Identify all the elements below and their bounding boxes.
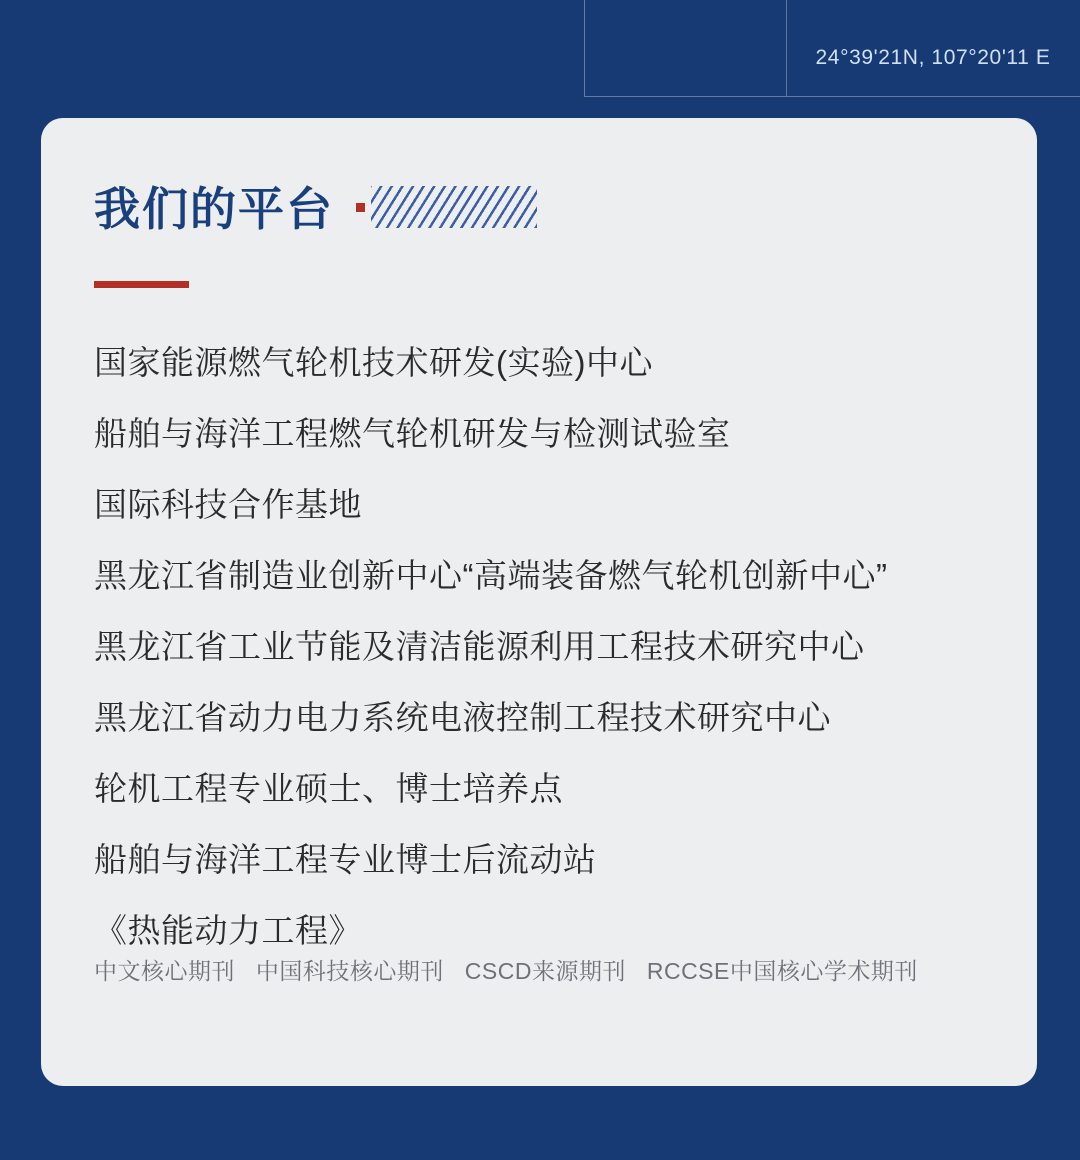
page-title: 我们的平台	[94, 183, 334, 235]
list-item: 船舶与海洋工程燃气轮机研发与检测试验室	[94, 415, 731, 452]
coordinates-text: 24°39'21N, 107°20'11 E	[815, 46, 1051, 69]
square-marker-icon	[356, 203, 365, 212]
frame-line-vertical-left	[584, 0, 585, 96]
platform-card	[41, 118, 1037, 1086]
list-item: 轮机工程专业硕士、博士培养点	[94, 770, 563, 807]
coordinates-badge	[786, 28, 1080, 88]
journal-tag: RCCSE中国核心学术期刊	[646, 958, 918, 984]
journal-tags	[94, 953, 997, 986]
list-item: 国家能源燃气轮机技术研发(实验)中心	[94, 344, 653, 381]
journal-tag: CSCD来源期刊	[464, 958, 626, 984]
platform-list	[94, 346, 997, 986]
journal-tag: 中国科技核心期刊	[255, 958, 444, 984]
frame-line-horizontal	[584, 96, 1080, 97]
list-item: 黑龙江省动力电力系统电液控制工程技术研究中心	[94, 699, 831, 736]
journal-tag: 中文核心期刊	[94, 958, 235, 984]
list-item: 船舶与海洋工程专业博士后流动站	[94, 841, 597, 878]
list-item: 国际科技合作基地	[94, 486, 362, 523]
list-item: 黑龙江省工业节能及清洁能源利用工程技术研究中心	[94, 628, 865, 665]
list-item: 黑龙江省制造业创新中心“高端装备燃气轮机创新中心”	[94, 557, 888, 594]
hatch-pattern-icon	[371, 186, 537, 228]
title-decoration	[356, 186, 537, 228]
card-header	[94, 183, 537, 235]
title-underline	[94, 281, 189, 288]
journal-name: 《热能动力工程》	[94, 912, 362, 949]
